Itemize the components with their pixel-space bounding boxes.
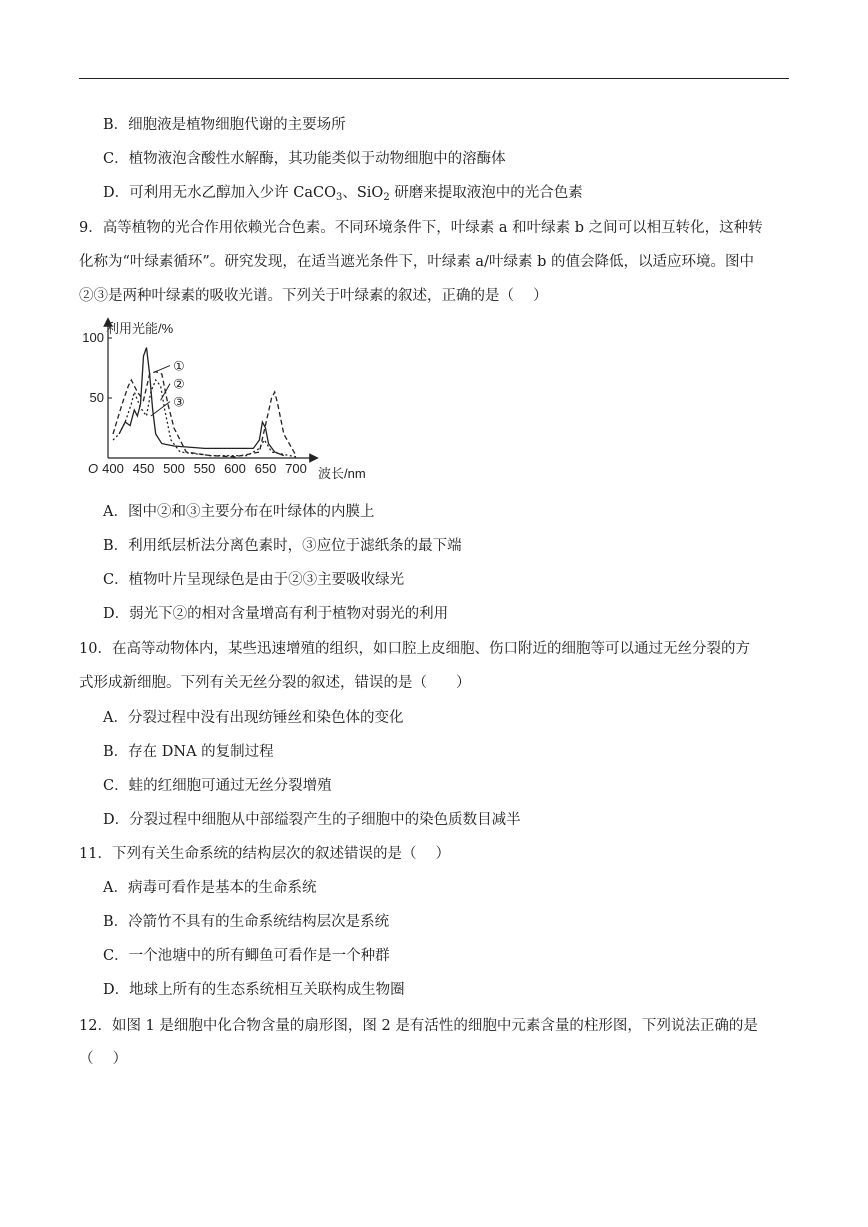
q11-option-d: D．地球上所有的生态系统相互关联构成生物圈	[103, 982, 405, 998]
x-tick-label: 550	[193, 461, 216, 476]
series-label-3: ③	[173, 394, 185, 410]
q8-option-c: C．植物液泡含酸性水解酶，其功能类似于动物细胞中的溶酶体	[103, 151, 506, 167]
series-line-2	[113, 380, 296, 457]
q9-option-b: B．利用纸层析法分离色素时，③应位于滤纸条的最下端	[103, 538, 462, 554]
x-tick-label: 450	[132, 461, 155, 476]
q10-option-c: C．蛙的红细胞可通过无丝分裂增殖	[103, 778, 332, 794]
q12-stem-line-1: 12．如图 1 是细胞中化合物含量的扇形图，图 2 是有活性的细胞中元素含量的柱形图，下列说法正确的是	[79, 1018, 758, 1034]
x-axis-label: 波长/nm	[318, 466, 366, 481]
q12-stem-line-2: （ ）	[79, 1051, 128, 1067]
series-label-1: ①	[173, 358, 185, 374]
chart-svg	[82, 318, 392, 488]
q8-option-b: B．细胞液是植物细胞代谢的主要场所	[103, 117, 346, 133]
q10-option-a: A．分裂过程中没有出现纺锤丝和染色体的变化	[103, 710, 404, 726]
origin-label: O	[88, 461, 99, 476]
q11-option-a: A．病毒可看作是基本的生命系统	[103, 880, 317, 896]
q10-stem-line-2: 式形成新细胞。下列有关无丝分裂的叙述，错误的是（ ）	[79, 675, 471, 691]
q9-stem-line-2: 化称为“叶绿素循环”。研究发现，在适当遮光条件下，叶绿素 a/叶绿素 b 的值会降低，以适应环境。图中	[79, 254, 754, 270]
x-tick-label: 700	[285, 461, 307, 476]
absorption-spectrum-chart	[82, 318, 392, 488]
y-tick-label: 50	[89, 390, 104, 405]
x-tick-label: 650	[254, 461, 277, 476]
q11-option-c: C．一个池塘中的所有鲫鱼可看作是一个种群	[103, 948, 390, 964]
x-tick-label: 600	[224, 461, 246, 476]
q9-stem-line-3: ②③是两种叶绿素的吸收光谱。下列关于叶绿素的叙述，正确的是（ ）	[79, 288, 548, 304]
header-rule	[79, 78, 789, 79]
q10-stem-line-1: 10．在高等动物体内，某些迅速增殖的组织，如口腔上皮细胞、伤口附近的细胞等可以通过无丝分裂的方	[79, 641, 750, 657]
y-axis-label: 利用光能/%	[106, 321, 174, 336]
callout-leader-1	[156, 366, 170, 372]
q10-option-d: D．分裂过程中细胞从中部缢裂产生的子细胞中的染色质数目减半	[103, 812, 521, 828]
callout-leader-3	[151, 402, 170, 416]
q10-option-b: B．存在 DNA 的复制过程	[103, 744, 274, 760]
q9-stem-line-1: 9．高等植物的光合作用依赖光合色素。不同环境条件下，叶绿素 a 和叶绿素 b 之间可以相互转化，这种转	[79, 220, 763, 236]
series-label-2: ②	[173, 376, 185, 392]
x-tick-label: 400	[102, 461, 124, 476]
q9-option-c: C．植物叶片呈现绿色是由于②③主要吸收绿光	[103, 572, 405, 588]
q9-option-d: D．弱光下②的相对含量增高有利于植物对弱光的利用	[103, 606, 449, 622]
y-tick-label: 100	[82, 330, 104, 345]
q9-option-a: A．图中②和③主要分布在叶绿体的内膜上	[103, 504, 375, 520]
q11-stem: 11．下列有关生命系统的结构层次的叙述错误的是（ ）	[79, 846, 451, 862]
x-tick-label: 500	[163, 461, 185, 476]
q8-option-d: D．可利用无水乙醇加入少许 CaCO$_3$、SiO$_2$ 研磨来提取液泡中的光合色素	[103, 185, 583, 203]
q11-option-b: B．冷箭竹不具有的生命系统结构层次是系统	[103, 914, 390, 930]
